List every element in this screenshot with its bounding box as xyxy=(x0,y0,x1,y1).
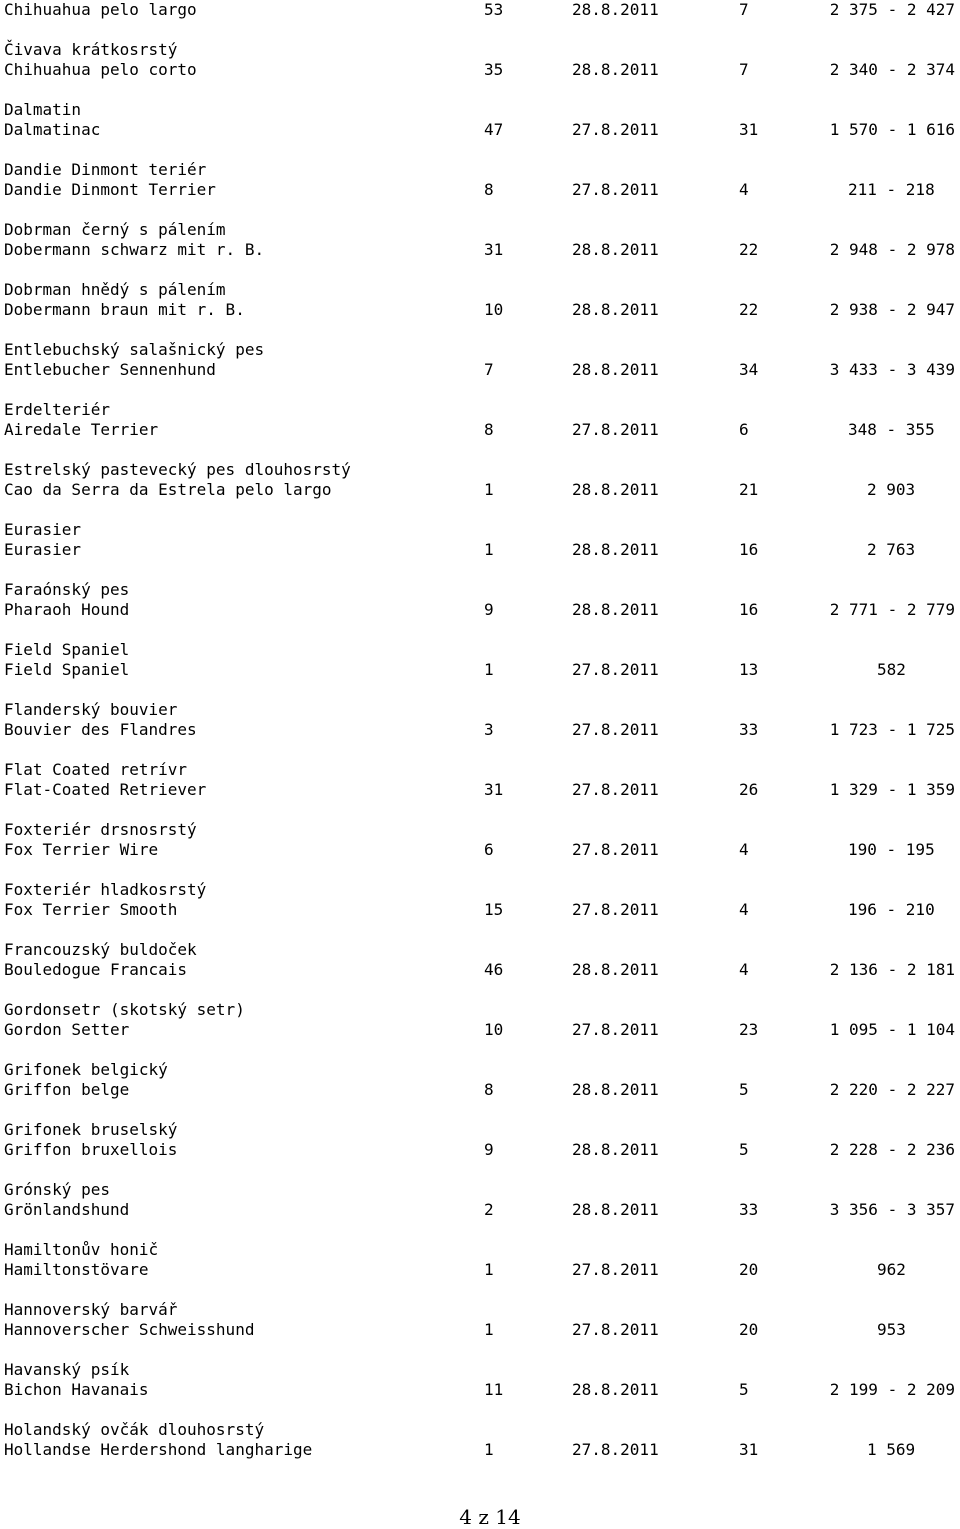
ring-number: 13 xyxy=(739,660,759,679)
ring-number: 4 xyxy=(739,180,749,199)
breed-name-original: Entlebucher Sennenhund xyxy=(4,360,216,379)
breed-name-original: Chihuahua pelo corto xyxy=(4,60,197,79)
ring-number: 4 xyxy=(739,900,749,919)
ring-number: 22 xyxy=(739,240,759,259)
catalog-range: 1 329 - 1 359 xyxy=(829,780,955,799)
show-date: 27.8.2011 xyxy=(572,840,659,859)
entry-count: 1 xyxy=(484,540,494,559)
breed-entry xyxy=(0,1180,960,1240)
entry-count: 2 xyxy=(484,1200,494,1219)
breed-entry xyxy=(0,1300,960,1360)
breed-name-original: Hannoverscher Schweisshund xyxy=(4,1320,255,1339)
breed-name-czech: Grifonek bruselský xyxy=(4,1120,178,1139)
show-date: 27.8.2011 xyxy=(572,660,659,679)
show-date: 27.8.2011 xyxy=(572,120,659,139)
breed-name-czech: Foxteriér hladkosrstý xyxy=(4,880,207,899)
breed-name-czech: Dalmatin xyxy=(4,100,82,119)
show-date: 28.8.2011 xyxy=(572,1200,659,1219)
catalog-range: 2 948 - 2 978 xyxy=(829,240,955,259)
catalog-range: 1 095 - 1 104 xyxy=(829,1020,955,1039)
show-date: 27.8.2011 xyxy=(572,420,659,439)
breed-entry xyxy=(0,940,960,1000)
breed-name-original: Hollandse Herdershond langharige xyxy=(4,1440,313,1459)
show-date: 28.8.2011 xyxy=(572,1140,659,1159)
ring-number: 21 xyxy=(739,480,759,499)
entry-count: 15 xyxy=(484,900,504,919)
ring-number: 5 xyxy=(739,1140,749,1159)
show-date: 27.8.2011 xyxy=(572,1260,659,1279)
breed-entry xyxy=(0,520,960,580)
breed-name-original: Griffon bruxellois xyxy=(4,1140,178,1159)
breed-entry xyxy=(0,220,960,280)
ring-number: 7 xyxy=(739,0,749,19)
ring-number: 33 xyxy=(739,720,759,739)
entry-count: 31 xyxy=(484,240,504,259)
breed-entry xyxy=(0,880,960,940)
catalog-range: 211 - 218 xyxy=(848,180,935,199)
breed-name-czech: Grónský pes xyxy=(4,1180,110,1199)
entry-count: 3 xyxy=(484,720,494,739)
ring-number: 22 xyxy=(739,300,759,319)
breed-name-czech: Dandie Dinmont teriér xyxy=(4,160,207,179)
show-date: 28.8.2011 xyxy=(572,480,659,499)
show-date: 28.8.2011 xyxy=(572,540,659,559)
ring-number: 4 xyxy=(739,840,749,859)
entry-count: 53 xyxy=(484,0,504,19)
ring-number: 16 xyxy=(739,600,759,619)
breed-name-czech: Hamiltonův honič xyxy=(4,1240,159,1259)
entry-count: 31 xyxy=(484,780,504,799)
catalog-range: 953 xyxy=(877,1320,906,1339)
breed-name-original: Cao da Serra da Estrela pelo largo xyxy=(4,480,332,499)
breed-entry xyxy=(0,400,960,460)
breed-name-original: Field Spaniel xyxy=(4,660,130,679)
ring-number: 20 xyxy=(739,1320,759,1339)
breed-entry xyxy=(0,820,960,880)
breed-entry xyxy=(0,460,960,520)
breed-name-czech: Havanský psík xyxy=(4,1360,130,1379)
catalog-range: 190 - 195 xyxy=(848,840,935,859)
breed-name-czech: Flanderský bouvier xyxy=(4,700,178,719)
entry-count: 8 xyxy=(484,180,494,199)
entry-count: 1 xyxy=(484,480,494,499)
ring-number: 31 xyxy=(739,1440,759,1459)
entry-count: 7 xyxy=(484,360,494,379)
breed-name-original: Flat-Coated Retriever xyxy=(4,780,207,799)
breed-name-original: Griffon belge xyxy=(4,1080,130,1099)
catalog-range: 962 xyxy=(877,1260,906,1279)
entry-count: 9 xyxy=(484,600,494,619)
catalog-range: 2 903 xyxy=(867,480,916,499)
breed-name-original: Dobermann braun mit r. B. xyxy=(4,300,245,319)
breed-name-czech: Dobrman hnědý s pálením xyxy=(4,280,226,299)
show-date: 28.8.2011 xyxy=(572,240,659,259)
breed-entry xyxy=(0,1420,960,1480)
catalog-range: 2 938 - 2 947 xyxy=(829,300,955,319)
breed-name-original: Fox Terrier Wire xyxy=(4,840,159,859)
breed-name-original: Grönlandshund xyxy=(4,1200,130,1219)
show-date: 27.8.2011 xyxy=(572,900,659,919)
show-date: 27.8.2011 xyxy=(572,180,659,199)
entry-count: 1 xyxy=(484,1260,494,1279)
entry-count: 10 xyxy=(484,1020,504,1039)
catalog-range: 348 - 355 xyxy=(848,420,935,439)
breed-name-original: Bichon Havanais xyxy=(4,1380,149,1399)
catalog-range: 3 356 - 3 357 xyxy=(829,1200,955,1219)
ring-number: 16 xyxy=(739,540,759,559)
breed-name-original: Pharaoh Hound xyxy=(4,600,130,619)
ring-number: 26 xyxy=(739,780,759,799)
breed-entry xyxy=(0,160,960,220)
breed-name-original: Dobermann schwarz mit r. B. xyxy=(4,240,265,259)
ring-number: 31 xyxy=(739,120,759,139)
catalog-range: 582 xyxy=(877,660,906,679)
entry-count: 8 xyxy=(484,420,494,439)
breed-name-czech: Erdelteriér xyxy=(4,400,110,419)
breed-name-original: Dalmatinac xyxy=(4,120,101,139)
entry-count: 46 xyxy=(484,960,504,979)
catalog-range: 1 570 - 1 616 xyxy=(829,120,955,139)
show-date: 27.8.2011 xyxy=(572,1440,659,1459)
breed-name-czech: Entlebuchský salašnický pes xyxy=(4,340,265,359)
entry-count: 9 xyxy=(484,1140,494,1159)
breed-name-czech: Francouzský buldoček xyxy=(4,940,197,959)
breed-entry xyxy=(0,760,960,820)
breed-entry xyxy=(0,1360,960,1420)
breed-name-original: Dandie Dinmont Terrier xyxy=(4,180,216,199)
breed-name-original: Hamiltonstövare xyxy=(4,1260,149,1279)
entry-count: 8 xyxy=(484,1080,494,1099)
catalog-range: 2 771 - 2 779 xyxy=(829,600,955,619)
show-date: 28.8.2011 xyxy=(572,60,659,79)
catalog-range: 196 - 210 xyxy=(848,900,935,919)
show-date: 27.8.2011 xyxy=(572,780,659,799)
breed-name-czech: Foxteriér drsnosrstý xyxy=(4,820,197,839)
breed-name-czech: Grifonek belgický xyxy=(4,1060,168,1079)
catalog-range: 1 569 xyxy=(867,1440,916,1459)
catalog-range: 3 433 - 3 439 xyxy=(829,360,955,379)
show-date: 27.8.2011 xyxy=(572,1020,659,1039)
catalog-range: 2 763 xyxy=(867,540,916,559)
breed-name-czech: Faraónský pes xyxy=(4,580,130,599)
breed-name-original: Chihuahua pelo largo xyxy=(4,0,197,19)
breed-name-original: Eurasier xyxy=(4,540,82,559)
ring-number: 20 xyxy=(739,1260,759,1279)
breed-name-czech: Flat Coated retrívr xyxy=(4,760,188,779)
breed-entry xyxy=(0,1000,960,1060)
breed-entry xyxy=(0,1120,960,1180)
breed-name-original: Gordon Setter xyxy=(4,1020,130,1039)
ring-number: 5 xyxy=(739,1380,749,1399)
catalog-range: 2 199 - 2 209 xyxy=(829,1380,955,1399)
show-date: 28.8.2011 xyxy=(572,0,659,19)
breed-entry xyxy=(0,280,960,340)
show-date: 28.8.2011 xyxy=(572,360,659,379)
ring-number: 6 xyxy=(739,420,749,439)
breed-name-czech: Holandský ovčák dlouhosrstý xyxy=(4,1420,265,1439)
breed-entry xyxy=(0,700,960,760)
ring-number: 34 xyxy=(739,360,759,379)
catalog-range: 2 136 - 2 181 xyxy=(829,960,955,979)
catalog-range: 2 375 - 2 427 xyxy=(829,0,955,19)
breed-name-original: Bouvier des Flandres xyxy=(4,720,197,739)
entry-count: 10 xyxy=(484,300,504,319)
entry-count: 6 xyxy=(484,840,494,859)
ring-number: 5 xyxy=(739,1080,749,1099)
ring-number: 4 xyxy=(739,960,749,979)
breed-name-czech: Estrelský pastevecký pes dlouhosrstý xyxy=(4,460,351,479)
entry-count: 1 xyxy=(484,1320,494,1339)
show-date: 28.8.2011 xyxy=(572,300,659,319)
breed-name-czech: Gordonsetr (skotský setr) xyxy=(4,1000,245,1019)
show-date: 27.8.2011 xyxy=(572,1320,659,1339)
breed-name-original: Bouledogue Francais xyxy=(4,960,188,979)
breed-entry xyxy=(0,340,960,400)
breed-entry xyxy=(0,640,960,700)
catalog-range: 2 340 - 2 374 xyxy=(829,60,955,79)
entry-count: 11 xyxy=(484,1380,504,1399)
breed-entry xyxy=(0,1060,960,1120)
breed-name-czech: Hannoverský barvář xyxy=(4,1300,178,1319)
ring-number: 33 xyxy=(739,1200,759,1219)
breed-name-czech: Dobrman černý s pálením xyxy=(4,220,226,239)
show-date: 27.8.2011 xyxy=(572,720,659,739)
catalog-range: 2 220 - 2 227 xyxy=(829,1080,955,1099)
breed-name-original: Fox Terrier Smooth xyxy=(4,900,178,919)
entry-count: 1 xyxy=(484,660,494,679)
entry-count: 47 xyxy=(484,120,504,139)
breed-name-czech: Čivava krátkosrstý xyxy=(4,40,178,59)
breed-name-czech: Eurasier xyxy=(4,520,82,539)
entry-count: 1 xyxy=(484,1440,494,1459)
show-date: 28.8.2011 xyxy=(572,960,659,979)
page-number: 4 z 14 xyxy=(459,1505,521,1529)
breed-name-original: Airedale Terrier xyxy=(4,420,159,439)
breed-entry xyxy=(0,580,960,640)
show-date: 28.8.2011 xyxy=(572,1380,659,1399)
breed-entry xyxy=(0,1240,960,1300)
catalog-range: 1 723 - 1 725 xyxy=(829,720,955,739)
entry-count: 35 xyxy=(484,60,504,79)
breed-name-czech: Field Spaniel xyxy=(4,640,130,659)
ring-number: 7 xyxy=(739,60,749,79)
show-date: 28.8.2011 xyxy=(572,600,659,619)
breed-entry xyxy=(0,100,960,160)
breed-entry xyxy=(0,40,960,100)
show-date: 28.8.2011 xyxy=(572,1080,659,1099)
ring-number: 23 xyxy=(739,1020,759,1039)
catalog-range: 2 228 - 2 236 xyxy=(829,1140,955,1159)
